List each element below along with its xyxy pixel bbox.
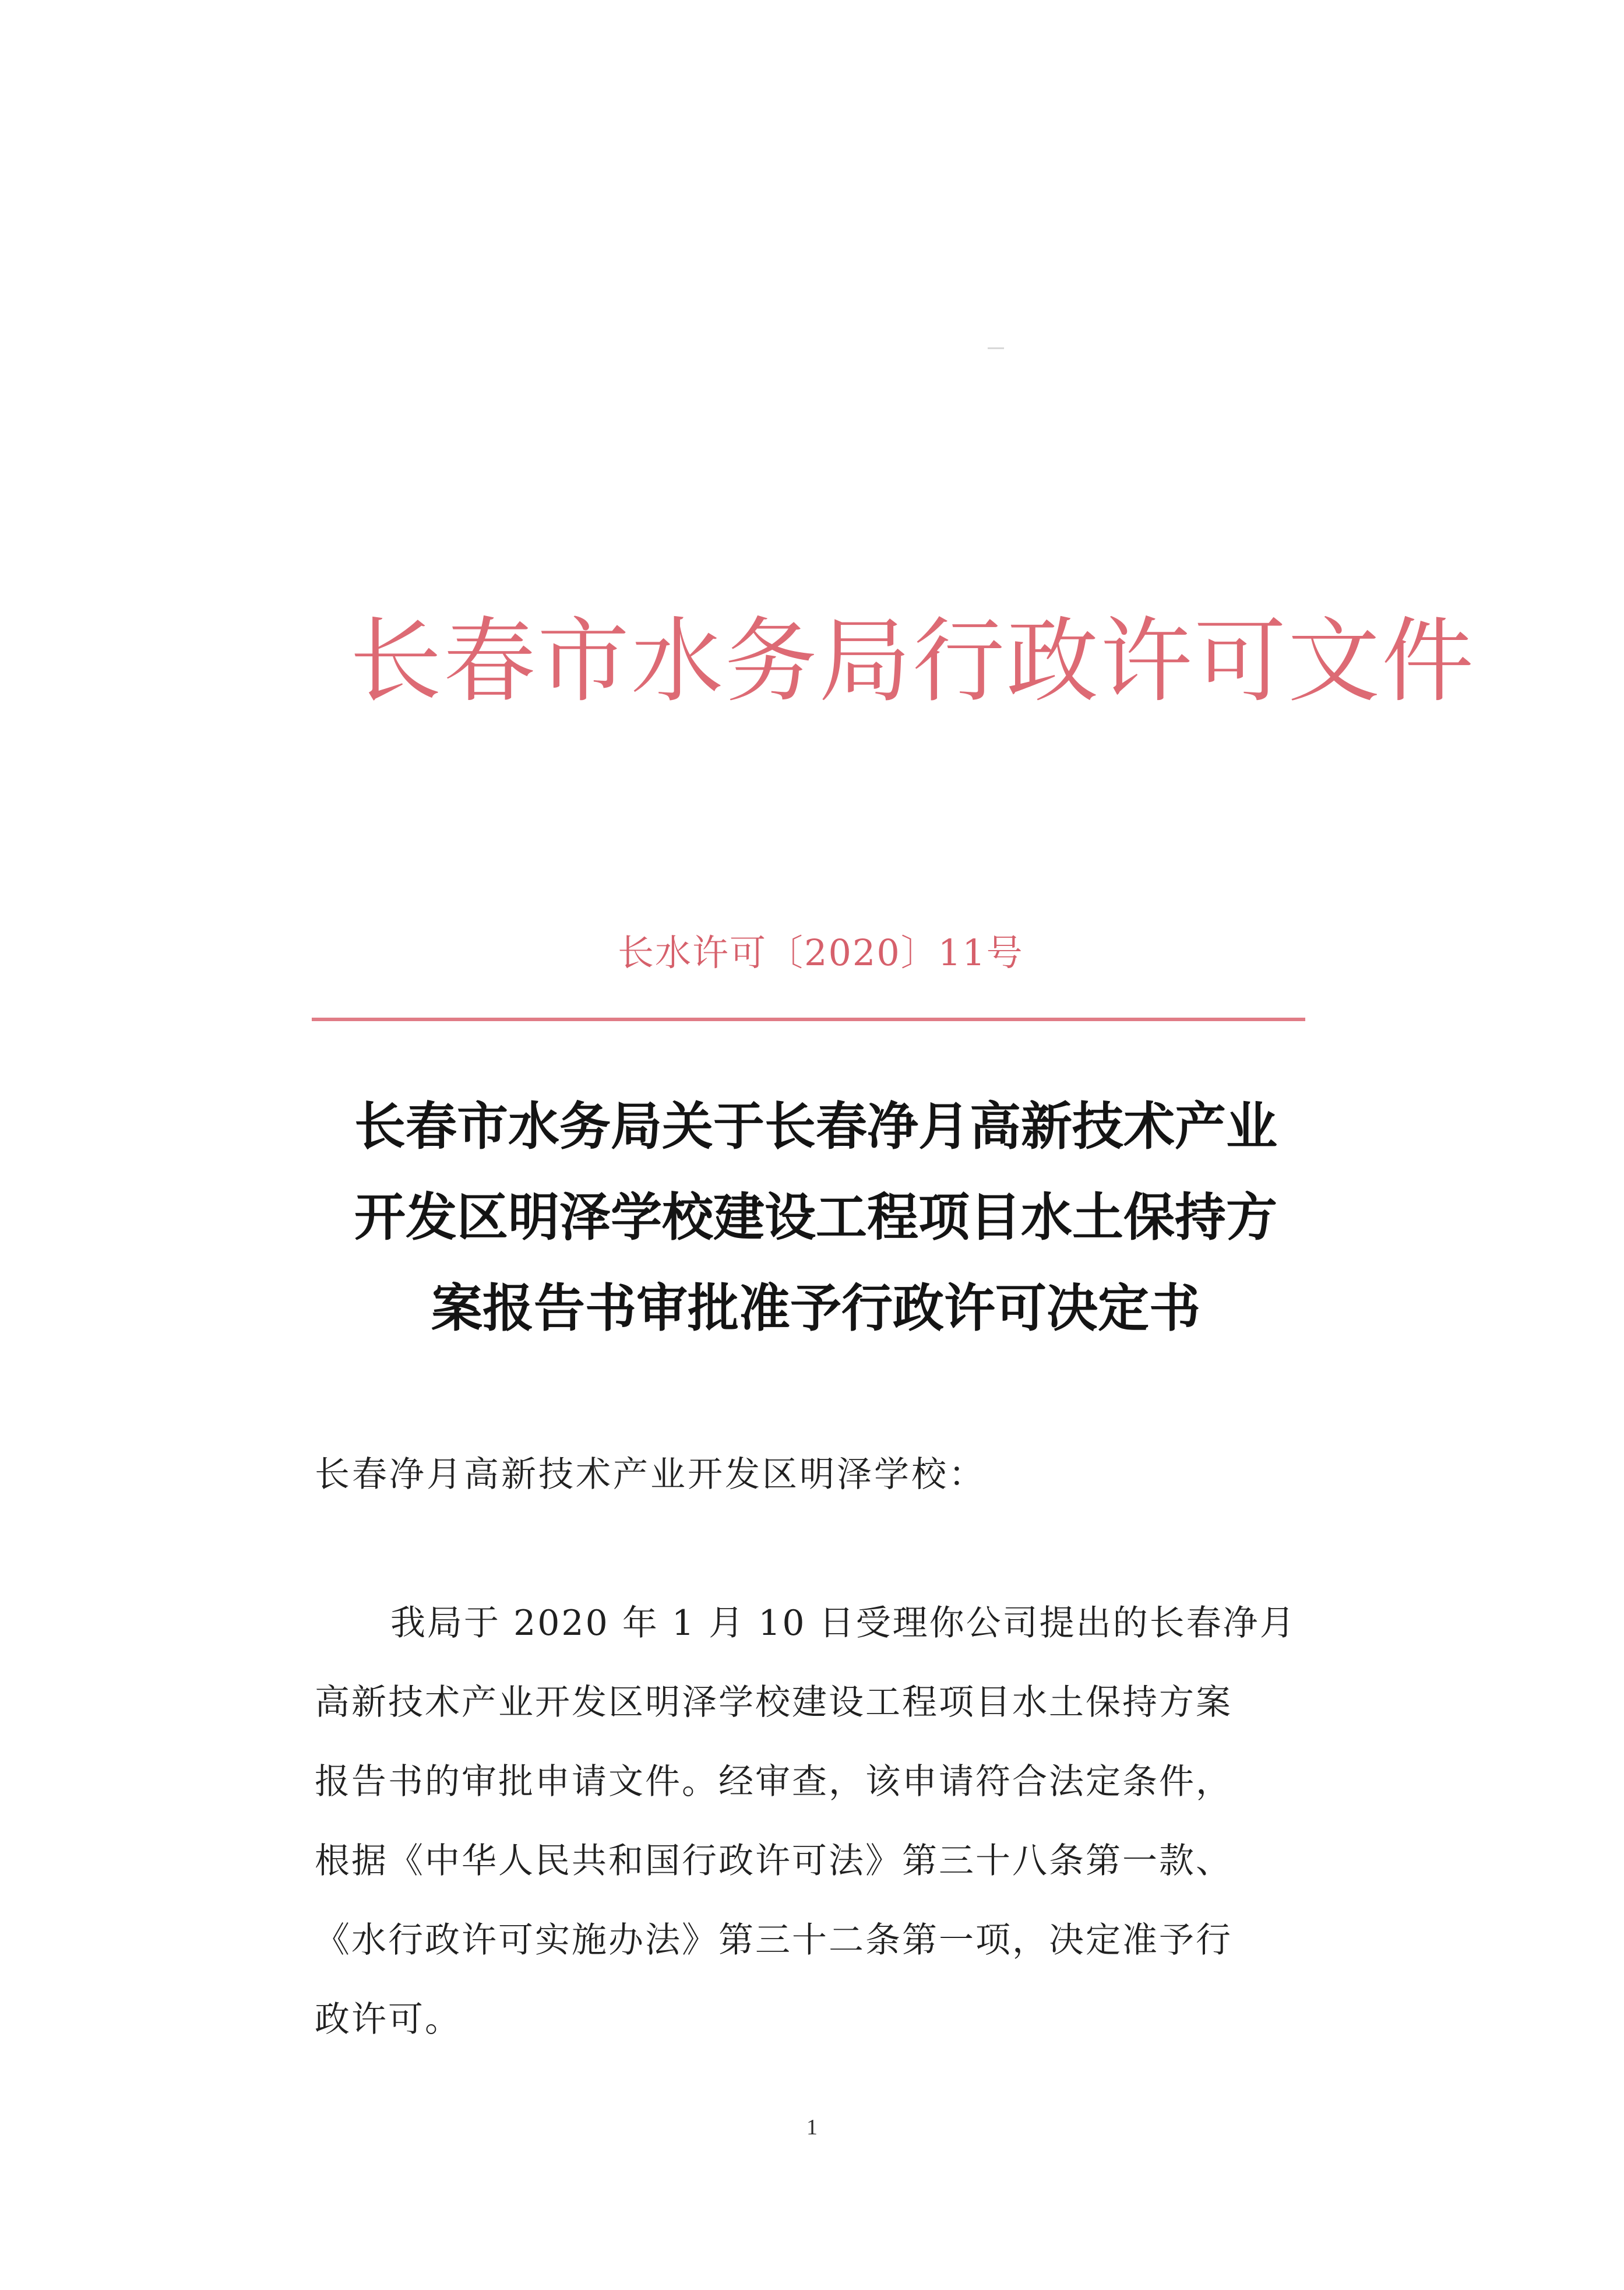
- title-line: 案报告书审批准予行政许可决定书: [431, 1278, 1200, 1338]
- addressee: 长春净月高新技术产业开发区明泽学校：: [315, 1454, 986, 1495]
- body-line: 报告书的审批申请文件。经审查，该申请符合法定条件，: [315, 1761, 1232, 1802]
- body-line: 高新技术产业开发区明泽学校建设工程项目水土保持方案: [315, 1682, 1232, 1723]
- body-line: 政许可。: [315, 1999, 462, 2040]
- document-title: [315, 1081, 1317, 1354]
- red-divider-rule: [312, 1018, 1305, 1021]
- document-number: 长水许可〔2020〕11号: [618, 931, 1024, 974]
- scan-speck: [988, 347, 1004, 349]
- document-header: 长春市水务局行政许可文件: [350, 608, 1475, 715]
- body-paragraph: [315, 1584, 1317, 2059]
- body-line: 根据《中华人民共和国行政许可法》第三十八条第一款、: [315, 1841, 1232, 1881]
- page-number: 1: [806, 2115, 818, 2140]
- title-line: 开发区明泽学校建设工程项目水土保持方: [354, 1187, 1277, 1247]
- body-line: 《水行政许可实施办法》第三十二条第一项，决定准予行: [315, 1920, 1232, 1961]
- title-line: 长春市水务局关于长春净月高新技术产业: [354, 1096, 1277, 1156]
- body-line: 我局于 2020 年 1 月 10 日受理你公司提出的长春净月: [390, 1603, 1297, 1644]
